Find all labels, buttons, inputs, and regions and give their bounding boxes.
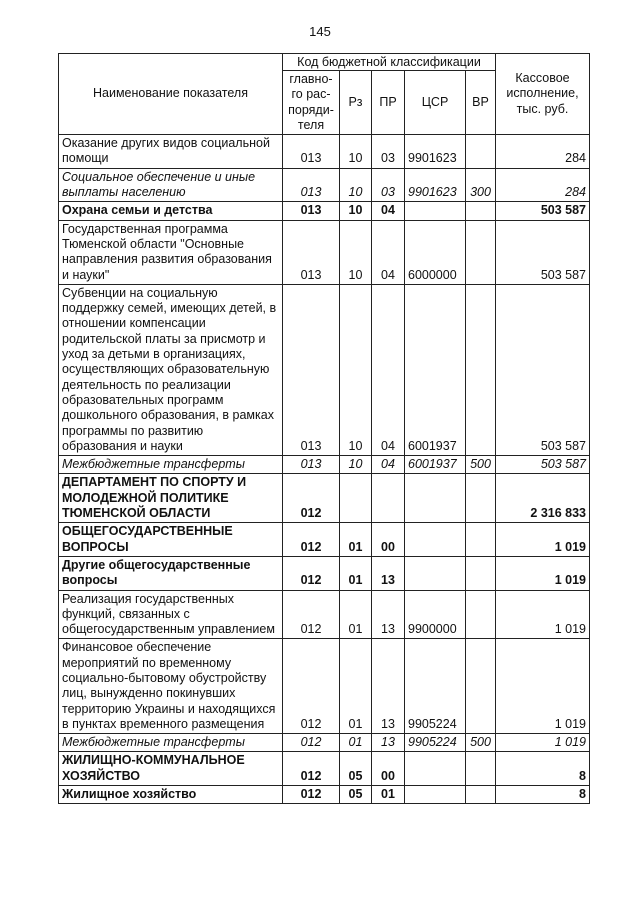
- row-gr-cell: 012: [283, 734, 340, 752]
- row-csr-cell: 6001937: [405, 284, 466, 455]
- row-rz-cell: 05: [340, 752, 372, 786]
- row-gr-cell: 012: [283, 590, 340, 639]
- table-body: [59, 135, 590, 804]
- header-vr: ВР: [466, 71, 496, 135]
- row-vr-cell: [466, 752, 496, 786]
- row-name-cell: Социальное обеспечение и иные выплаты населению: [59, 168, 283, 202]
- row-sum-cell: 1 019: [496, 734, 590, 752]
- table-row: [59, 786, 590, 804]
- row-gr-cell: 013: [283, 456, 340, 474]
- row-gr-cell: 013: [283, 284, 340, 455]
- row-vr-cell: 500: [466, 734, 496, 752]
- row-rz-cell: 10: [340, 284, 372, 455]
- row-pr-cell: 04: [372, 202, 405, 220]
- row-csr-cell: [405, 556, 466, 590]
- table-header: [59, 54, 590, 135]
- row-sum-cell: 1 019: [496, 523, 590, 557]
- header-gr: [283, 71, 340, 135]
- row-name-cell: Реализация государственных функций, связанных с общегосударственным управлением: [59, 590, 283, 639]
- row-sum-cell: 284: [496, 135, 590, 169]
- row-name-cell: Государственная программа Тюменской области "Основные направления развития образования и науки": [59, 220, 283, 284]
- row-gr-cell: 013: [283, 220, 340, 284]
- table-row: [59, 556, 590, 590]
- row-rz-cell: 10: [340, 135, 372, 169]
- row-rz-cell: 05: [340, 786, 372, 804]
- table-row: [59, 734, 590, 752]
- row-sum-cell: 503 587: [496, 220, 590, 284]
- table-row: [59, 752, 590, 786]
- header-csr: ЦСР: [405, 71, 466, 135]
- row-csr-cell: 9905224: [405, 734, 466, 752]
- row-pr-cell: 04: [372, 284, 405, 455]
- row-gr-cell: 013: [283, 202, 340, 220]
- row-pr-cell: 13: [372, 556, 405, 590]
- row-csr-cell: 9901623: [405, 168, 466, 202]
- row-gr-cell: 012: [283, 639, 340, 734]
- row-sum-cell: 8: [496, 786, 590, 804]
- table-row: [59, 523, 590, 557]
- header-gr-line: теля: [297, 117, 325, 132]
- row-rz-cell: 01: [340, 590, 372, 639]
- row-csr-cell: [405, 202, 466, 220]
- row-rz-cell: 01: [340, 523, 372, 557]
- row-sum-cell: 1 019: [496, 556, 590, 590]
- row-pr-cell: 04: [372, 220, 405, 284]
- row-rz-cell: 10: [340, 202, 372, 220]
- table-row: [59, 135, 590, 169]
- table-row: [59, 590, 590, 639]
- table-row: [59, 202, 590, 220]
- table-row: [59, 168, 590, 202]
- header-name: Наименование показателя: [59, 54, 283, 135]
- row-name-cell: ЖИЛИЩНО-КОММУНАЛЬНОЕ ХОЗЯЙСТВО: [59, 752, 283, 786]
- row-rz-cell: 10: [340, 168, 372, 202]
- row-gr-cell: 012: [283, 523, 340, 557]
- row-vr-cell: [466, 474, 496, 523]
- row-pr-cell: 01: [372, 786, 405, 804]
- row-csr-cell: 9905224: [405, 639, 466, 734]
- row-sum-cell: 2 316 833: [496, 474, 590, 523]
- row-sum-cell: 1 019: [496, 590, 590, 639]
- row-vr-cell: 500: [466, 456, 496, 474]
- header-gr-line: го рас-: [291, 87, 331, 102]
- row-name-cell: Жилищное хозяйство: [59, 786, 283, 804]
- row-pr-cell: 03: [372, 135, 405, 169]
- row-name-cell: Финансовое обеспечение мероприятий по временному социально-бытовому обустройству лиц, вынужденно покинувших территорию Украины и находящихся в пунктах временного размещения: [59, 639, 283, 734]
- row-vr-cell: [466, 135, 496, 169]
- table-row: [59, 220, 590, 284]
- table-row: [59, 456, 590, 474]
- row-csr-cell: 6001937: [405, 456, 466, 474]
- row-pr-cell: 00: [372, 523, 405, 557]
- row-pr-cell: 13: [372, 590, 405, 639]
- row-rz-cell: 10: [340, 220, 372, 284]
- row-vr-cell: 300: [466, 168, 496, 202]
- row-vr-cell: [466, 786, 496, 804]
- header-sum: [496, 54, 590, 135]
- row-vr-cell: [466, 639, 496, 734]
- row-vr-cell: [466, 284, 496, 455]
- row-pr-cell: 00: [372, 752, 405, 786]
- header-gr-line: главно-: [289, 72, 333, 86]
- row-vr-cell: [466, 590, 496, 639]
- header-gr-line: поряди-: [288, 102, 334, 117]
- row-vr-cell: [466, 523, 496, 557]
- row-csr-cell: [405, 786, 466, 804]
- table-row: [59, 474, 590, 523]
- page-number: 145: [309, 24, 331, 39]
- row-sum-cell: 8: [496, 752, 590, 786]
- header-rz: Рз: [340, 71, 372, 135]
- row-csr-cell: 9900000: [405, 590, 466, 639]
- row-vr-cell: [466, 202, 496, 220]
- row-sum-cell: 503 587: [496, 456, 590, 474]
- row-pr-cell: 13: [372, 639, 405, 734]
- row-pr-cell: 03: [372, 168, 405, 202]
- row-gr-cell: 012: [283, 752, 340, 786]
- row-name-cell: Другие общегосударственные вопросы: [59, 556, 283, 590]
- row-name-cell: Оказание других видов социальной помощи: [59, 135, 283, 169]
- row-rz-cell: 01: [340, 556, 372, 590]
- row-name-cell: ОБЩЕГОСУДАРСТВЕННЫЕ ВОПРОСЫ: [59, 523, 283, 557]
- header-sum-line: Кассовое: [515, 71, 570, 86]
- row-csr-cell: [405, 523, 466, 557]
- header-pr: ПР: [372, 71, 405, 135]
- row-name-cell: Межбюджетные трансферты: [59, 734, 283, 752]
- row-csr-cell: 6000000: [405, 220, 466, 284]
- row-rz-cell: [340, 474, 372, 523]
- row-gr-cell: 012: [283, 474, 340, 523]
- budget-table: [58, 53, 590, 804]
- row-gr-cell: 012: [283, 786, 340, 804]
- row-rz-cell: 01: [340, 639, 372, 734]
- table-row: [59, 284, 590, 455]
- row-pr-cell: 13: [372, 734, 405, 752]
- row-sum-cell: 284: [496, 168, 590, 202]
- header-code-group: Код бюджетной классификации: [283, 54, 496, 71]
- row-name-cell: ДЕПАРТАМЕНТ ПО СПОРТУ И МОЛОДЕЖНОЙ ПОЛИТИКЕ ТЮМЕНСКОЙ ОБЛАСТИ: [59, 474, 283, 523]
- row-sum-cell: 1 019: [496, 639, 590, 734]
- row-gr-cell: 012: [283, 556, 340, 590]
- row-gr-cell: 013: [283, 135, 340, 169]
- row-sum-cell: 503 587: [496, 284, 590, 455]
- header-sum-line: тыс. руб.: [516, 101, 569, 116]
- row-pr-cell: 04: [372, 456, 405, 474]
- row-rz-cell: 01: [340, 734, 372, 752]
- row-pr-cell: [372, 474, 405, 523]
- row-sum-cell: 503 587: [496, 202, 590, 220]
- row-rz-cell: 10: [340, 456, 372, 474]
- row-vr-cell: [466, 220, 496, 284]
- row-name-cell: Межбюджетные трансферты: [59, 456, 283, 474]
- row-vr-cell: [466, 556, 496, 590]
- table-row: [59, 639, 590, 734]
- row-csr-cell: 9901623: [405, 135, 466, 169]
- row-gr-cell: 013: [283, 168, 340, 202]
- row-name-cell: Охрана семьи и детства: [59, 202, 283, 220]
- header-sum-line: исполнение,: [506, 86, 579, 101]
- row-csr-cell: [405, 752, 466, 786]
- row-csr-cell: [405, 474, 466, 523]
- row-name-cell: Субвенции на социальную поддержку семей, имеющих детей, в отношении компенсации родительской платы за присмотр и уход за детьми в организациях, осуществляющих образовательную деятельность по реализации образовательных программ дошкольного образования, в рамках программы по развитию образования и науки: [59, 284, 283, 455]
